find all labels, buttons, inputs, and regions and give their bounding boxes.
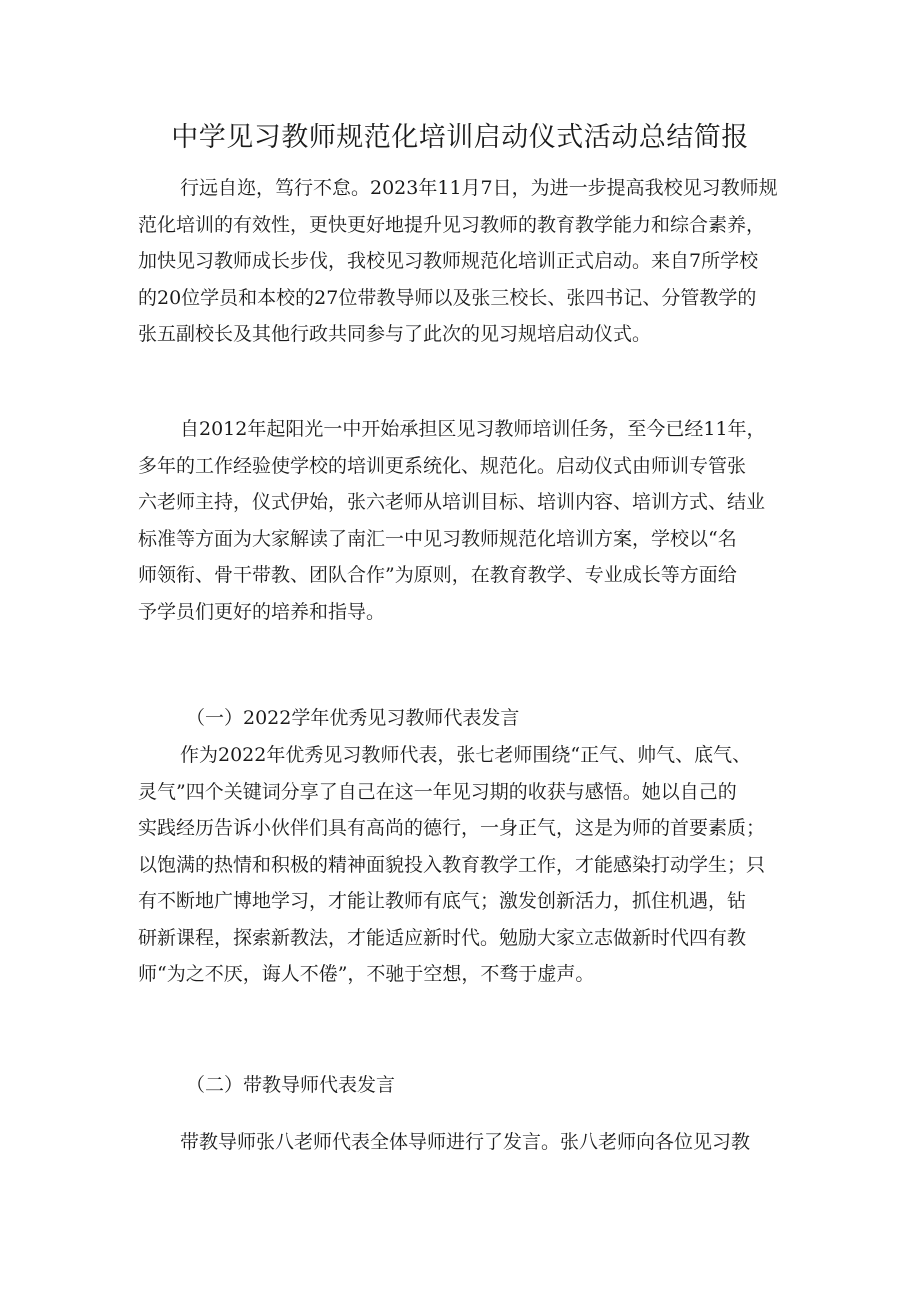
paragraph-1 [138,170,788,353]
paragraph-line: 予学员们更好的培养和指导。 [138,600,386,623]
paragraph-line: 自2012年起阳光一中开始承担区见习教师培训任务，至今已经11年， [180,418,766,440]
paragraph-3 [138,737,788,993]
paragraph-line: 加快见习教师成长步伐，我校见习教师规范化培训正式启动。来自7所学校 [138,250,759,272]
paragraph-line: 研新课程，探索新教法，才能适应新时代。勉励大家立志做新时代四有教 [138,926,747,949]
section-heading-2: （二）带教导师代表发言 [186,1074,396,1096]
paragraph-line: 带教导师张八老师代表全体导师进行了发言。张八老师向各位见习教 [180,1131,751,1153]
paragraph-line: 范化培训的有效性，更快更好地提升见习教师的教育教学能力和综合素养， [138,213,766,236]
paragraph-line: 师“为之不厌，诲人不倦”，不驰于空想，不骛于虚声。 [138,963,595,985]
paragraph-line: 多年的工作经验使学校的培训更系统化、规范化。启动仪式由师训专管张 [138,454,747,477]
paragraph-line: 实践经历告诉小伙伴们具有高尚的德行，一身正气，这是为师的首要素质； [138,817,766,839]
paragraph-line: 的20位学员和本校的27位带教导师以及张三校长、张四书记、分管教学的 [138,286,757,309]
paragraph-line: 行远自迩，笃行不怠。2023年11月7日，为进一步提高我校见习教师规 [180,177,778,199]
paragraph-line: 张五副校长及其他行政共同参与了此次的见习规培启动仪式。 [138,323,652,345]
paragraph-line: 标准等方面为大家解读了南汇一中见习教师规范化培训方案，学校以“名 [138,527,737,550]
paragraph-line: 作为2022年优秀见习教师代表，张七老师围绕“正气、帅气、底气、 [180,744,752,766]
paragraph-line: 师领衔、骨干带教、团队合作”为原则，在教育教学、专业成长等方面给 [138,564,737,586]
paragraph-line: 灵气”四个关键词分享了自己在这一年见习期的收获与感悟。她以自己的 [138,780,737,803]
paragraph-line: 六老师主持，仪式伊始，张六老师从培训目标、培训内容、培训方式、结业 [138,491,766,513]
paragraph-2 [138,411,788,630]
paragraph-line: 以饱满的热情和积极的精神面貌投入教育教学工作，才能感染打动学生；只 [138,853,766,876]
section-heading-1: （一）2022学年优秀见习教师代表发言 [186,707,520,729]
paragraph-4 [138,1124,788,1161]
document-title: 中学见习教师规范化培训启动仪式活动总结简报 [171,122,749,153]
paragraph-line: 有不断地广博地学习，才能让教师有底气；激发创新活力，抓住机遇，钻 [138,890,747,912]
